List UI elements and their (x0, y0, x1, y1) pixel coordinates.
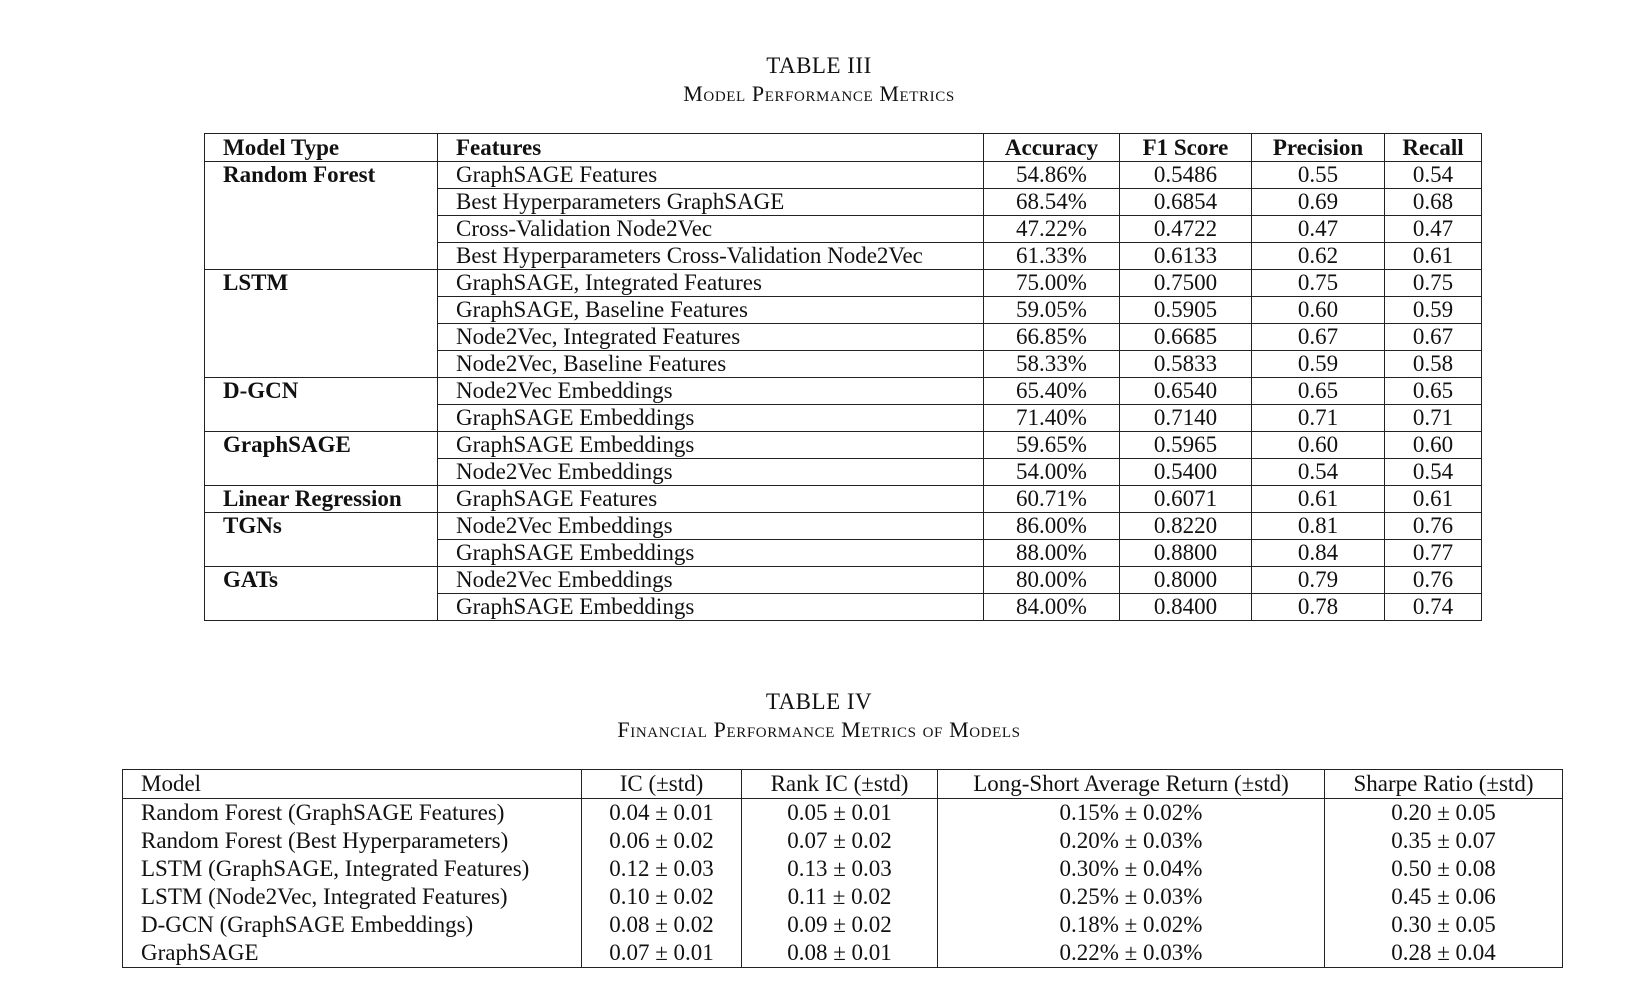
table4-model-cell: Random Forest (GraphSAGE Features) (123, 799, 582, 828)
table3-row (205, 378, 1482, 405)
table4-body (123, 799, 1563, 968)
table3-caption (0, 52, 1638, 108)
table3-feature-cell: Node2Vec Embeddings (438, 378, 984, 405)
table4-ic-cell: 0.04 ± 0.01 (582, 799, 742, 828)
table3-precision-cell: 0.55 (1252, 162, 1385, 189)
table3-label: TABLE III (766, 53, 872, 78)
table3-row (205, 270, 1482, 297)
table3-header-cell: F1 Score (1120, 134, 1252, 162)
table3-accuracy-cell: 47.22% (984, 216, 1120, 243)
table4-sharpe-cell: 0.45 ± 0.06 (1325, 883, 1563, 911)
table3-accuracy-cell: 58.33% (984, 351, 1120, 378)
table3-feature-cell: Node2Vec, Integrated Features (438, 324, 984, 351)
table3-accuracy-cell: 80.00% (984, 567, 1120, 594)
table3-feature-cell: Cross-Validation Node2Vec (438, 216, 984, 243)
table4-title: Financial Performance Metrics of Models (617, 717, 1021, 742)
table4-ls-return-cell: 0.22% ± 0.03% (938, 939, 1325, 968)
table4-row (123, 799, 1563, 828)
table3-feature-cell: Node2Vec, Baseline Features (438, 351, 984, 378)
table4-model-cell: D-GCN (GraphSAGE Embeddings) (123, 911, 582, 939)
model-performance-table (204, 133, 1482, 621)
table3-recall-cell: 0.77 (1385, 540, 1482, 567)
table3-f1-cell: 0.4722 (1120, 216, 1252, 243)
table3-f1-cell: 0.6071 (1120, 486, 1252, 513)
table4-ic-cell: 0.06 ± 0.02 (582, 827, 742, 855)
table4-ls-return-cell: 0.25% ± 0.03% (938, 883, 1325, 911)
table4-rank-ic-cell: 0.05 ± 0.01 (742, 799, 938, 828)
table3-feature-cell: Node2Vec Embeddings (438, 567, 984, 594)
table3-f1-cell: 0.7500 (1120, 270, 1252, 297)
table3-precision-cell: 0.60 (1252, 432, 1385, 459)
table4-header-cell: IC (±std) (582, 770, 742, 799)
table3-recall-cell: 0.76 (1385, 567, 1482, 594)
table3-accuracy-cell: 71.40% (984, 405, 1120, 432)
table3-precision-cell: 0.59 (1252, 351, 1385, 378)
table4-model-cell: LSTM (GraphSAGE, Integrated Features) (123, 855, 582, 883)
table3-precision-cell: 0.47 (1252, 216, 1385, 243)
table4-sharpe-cell: 0.30 ± 0.05 (1325, 911, 1563, 939)
table3-row (205, 432, 1482, 459)
table4-model-cell: LSTM (Node2Vec, Integrated Features) (123, 883, 582, 911)
table3-row (205, 486, 1482, 513)
table3-feature-cell: GraphSAGE, Integrated Features (438, 270, 984, 297)
table4-header-cell: Rank IC (±std) (742, 770, 938, 799)
table3-f1-cell: 0.5833 (1120, 351, 1252, 378)
table3-header-cell: Recall (1385, 134, 1482, 162)
table3-feature-cell: Node2Vec Embeddings (438, 513, 984, 540)
table3-recall-cell: 0.59 (1385, 297, 1482, 324)
table4-ls-return-cell: 0.30% ± 0.04% (938, 855, 1325, 883)
table4-ls-return-cell: 0.15% ± 0.02% (938, 799, 1325, 828)
table3-precision-cell: 0.60 (1252, 297, 1385, 324)
table4-header-cell: Long-Short Average Return (±std) (938, 770, 1325, 799)
table4-ls-return-cell: 0.18% ± 0.02% (938, 911, 1325, 939)
table3-recall-cell: 0.65 (1385, 378, 1482, 405)
table3-feature-cell: GraphSAGE Embeddings (438, 540, 984, 567)
table3-recall-cell: 0.67 (1385, 324, 1482, 351)
table3-feature-cell: Best Hyperparameters Cross-Validation Node2Vec (438, 243, 984, 270)
table4-sharpe-cell: 0.28 ± 0.04 (1325, 939, 1563, 968)
table3-precision-cell: 0.78 (1252, 594, 1385, 621)
table3-recall-cell: 0.54 (1385, 459, 1482, 486)
table3-f1-cell: 0.8000 (1120, 567, 1252, 594)
table3-accuracy-cell: 66.85% (984, 324, 1120, 351)
table3-accuracy-cell: 65.40% (984, 378, 1120, 405)
table3-accuracy-cell: 86.00% (984, 513, 1120, 540)
table3-feature-cell: GraphSAGE Features (438, 162, 984, 189)
table3-recall-cell: 0.68 (1385, 189, 1482, 216)
table4-header-cell: Model (123, 770, 582, 799)
table3-f1-cell: 0.6133 (1120, 243, 1252, 270)
table3-f1-cell: 0.6854 (1120, 189, 1252, 216)
table4-model-cell: GraphSAGE (123, 939, 582, 968)
table3-feature-cell: GraphSAGE Embeddings (438, 405, 984, 432)
table3-recall-cell: 0.76 (1385, 513, 1482, 540)
table3-model-type-cell: LSTM (205, 270, 438, 378)
table4-model-cell: Random Forest (Best Hyperparameters) (123, 827, 582, 855)
table3-accuracy-cell: 54.00% (984, 459, 1120, 486)
table3-precision-cell: 0.81 (1252, 513, 1385, 540)
table3-precision-cell: 0.84 (1252, 540, 1385, 567)
table4-rank-ic-cell: 0.08 ± 0.01 (742, 939, 938, 968)
table3-model-type-cell: D-GCN (205, 378, 438, 432)
table3-model-type-cell: TGNs (205, 513, 438, 567)
table3-precision-cell: 0.79 (1252, 567, 1385, 594)
table3-recall-cell: 0.47 (1385, 216, 1482, 243)
table3-title: Model Performance Metrics (683, 81, 955, 106)
table4-sharpe-cell: 0.20 ± 0.05 (1325, 799, 1563, 828)
table4-rank-ic-cell: 0.07 ± 0.02 (742, 827, 938, 855)
table3-recall-cell: 0.71 (1385, 405, 1482, 432)
table3-accuracy-cell: 60.71% (984, 486, 1120, 513)
table3-header-cell: Accuracy (984, 134, 1120, 162)
table3-model-type-cell: Random Forest (205, 162, 438, 270)
table3-recall-cell: 0.54 (1385, 162, 1482, 189)
table4-sharpe-cell: 0.35 ± 0.07 (1325, 827, 1563, 855)
table4-rank-ic-cell: 0.11 ± 0.02 (742, 883, 938, 911)
financial-performance-table (122, 769, 1563, 968)
table4-row (123, 827, 1563, 855)
table3-row (205, 567, 1482, 594)
table3-precision-cell: 0.69 (1252, 189, 1385, 216)
table3-feature-cell: GraphSAGE Features (438, 486, 984, 513)
table4-sharpe-cell: 0.50 ± 0.08 (1325, 855, 1563, 883)
table3-f1-cell: 0.8400 (1120, 594, 1252, 621)
table3-recall-cell: 0.60 (1385, 432, 1482, 459)
table3-accuracy-cell: 75.00% (984, 270, 1120, 297)
table3-precision-cell: 0.54 (1252, 459, 1385, 486)
table3-header-cell: Precision (1252, 134, 1385, 162)
table3-model-type-cell: GATs (205, 567, 438, 621)
table3-header-cell: Features (438, 134, 984, 162)
table3-accuracy-cell: 88.00% (984, 540, 1120, 567)
table4-header-row (123, 770, 1563, 799)
table4-header-cell: Sharpe Ratio (±std) (1325, 770, 1563, 799)
table3-f1-cell: 0.8800 (1120, 540, 1252, 567)
table3-feature-cell: GraphSAGE Embeddings (438, 432, 984, 459)
table3-f1-cell: 0.5400 (1120, 459, 1252, 486)
table3-f1-cell: 0.5905 (1120, 297, 1252, 324)
table3-feature-cell: Node2Vec Embeddings (438, 459, 984, 486)
table4-ic-cell: 0.07 ± 0.01 (582, 939, 742, 968)
table3-header-cell: Model Type (205, 134, 438, 162)
table3-row (205, 162, 1482, 189)
table4-ic-cell: 0.10 ± 0.02 (582, 883, 742, 911)
table3-body (205, 162, 1482, 621)
table3-accuracy-cell: 59.65% (984, 432, 1120, 459)
table4-rank-ic-cell: 0.13 ± 0.03 (742, 855, 938, 883)
table3-accuracy-cell: 61.33% (984, 243, 1120, 270)
table3-feature-cell: GraphSAGE Embeddings (438, 594, 984, 621)
table4-ls-return-cell: 0.20% ± 0.03% (938, 827, 1325, 855)
table3-precision-cell: 0.62 (1252, 243, 1385, 270)
table4-row (123, 911, 1563, 939)
table4-row (123, 855, 1563, 883)
table4-rank-ic-cell: 0.09 ± 0.02 (742, 911, 938, 939)
table3-f1-cell: 0.8220 (1120, 513, 1252, 540)
table3-precision-cell: 0.67 (1252, 324, 1385, 351)
table3-f1-cell: 0.5965 (1120, 432, 1252, 459)
table3-row (205, 513, 1482, 540)
table3-recall-cell: 0.74 (1385, 594, 1482, 621)
table3-precision-cell: 0.75 (1252, 270, 1385, 297)
table4-row (123, 939, 1563, 968)
table3-recall-cell: 0.58 (1385, 351, 1482, 378)
table4-row (123, 883, 1563, 911)
table3-f1-cell: 0.5486 (1120, 162, 1252, 189)
table3-recall-cell: 0.61 (1385, 486, 1482, 513)
table3-accuracy-cell: 59.05% (984, 297, 1120, 324)
table3-feature-cell: GraphSAGE, Baseline Features (438, 297, 984, 324)
table3-feature-cell: Best Hyperparameters GraphSAGE (438, 189, 984, 216)
table3-f1-cell: 0.7140 (1120, 405, 1252, 432)
table3-recall-cell: 0.61 (1385, 243, 1482, 270)
table3-f1-cell: 0.6685 (1120, 324, 1252, 351)
table3-precision-cell: 0.61 (1252, 486, 1385, 513)
table4-ic-cell: 0.08 ± 0.02 (582, 911, 742, 939)
table3-accuracy-cell: 68.54% (984, 189, 1120, 216)
table4-caption (0, 688, 1638, 744)
table3-header-row (205, 134, 1482, 162)
table3-accuracy-cell: 54.86% (984, 162, 1120, 189)
table3-model-type-cell: GraphSAGE (205, 432, 438, 486)
table3-recall-cell: 0.75 (1385, 270, 1482, 297)
table4-label: TABLE IV (765, 689, 873, 714)
table4-ic-cell: 0.12 ± 0.03 (582, 855, 742, 883)
table3-model-type-cell: Linear Regression (205, 486, 438, 513)
table3-f1-cell: 0.6540 (1120, 378, 1252, 405)
table3-accuracy-cell: 84.00% (984, 594, 1120, 621)
table3-precision-cell: 0.71 (1252, 405, 1385, 432)
table3-precision-cell: 0.65 (1252, 378, 1385, 405)
